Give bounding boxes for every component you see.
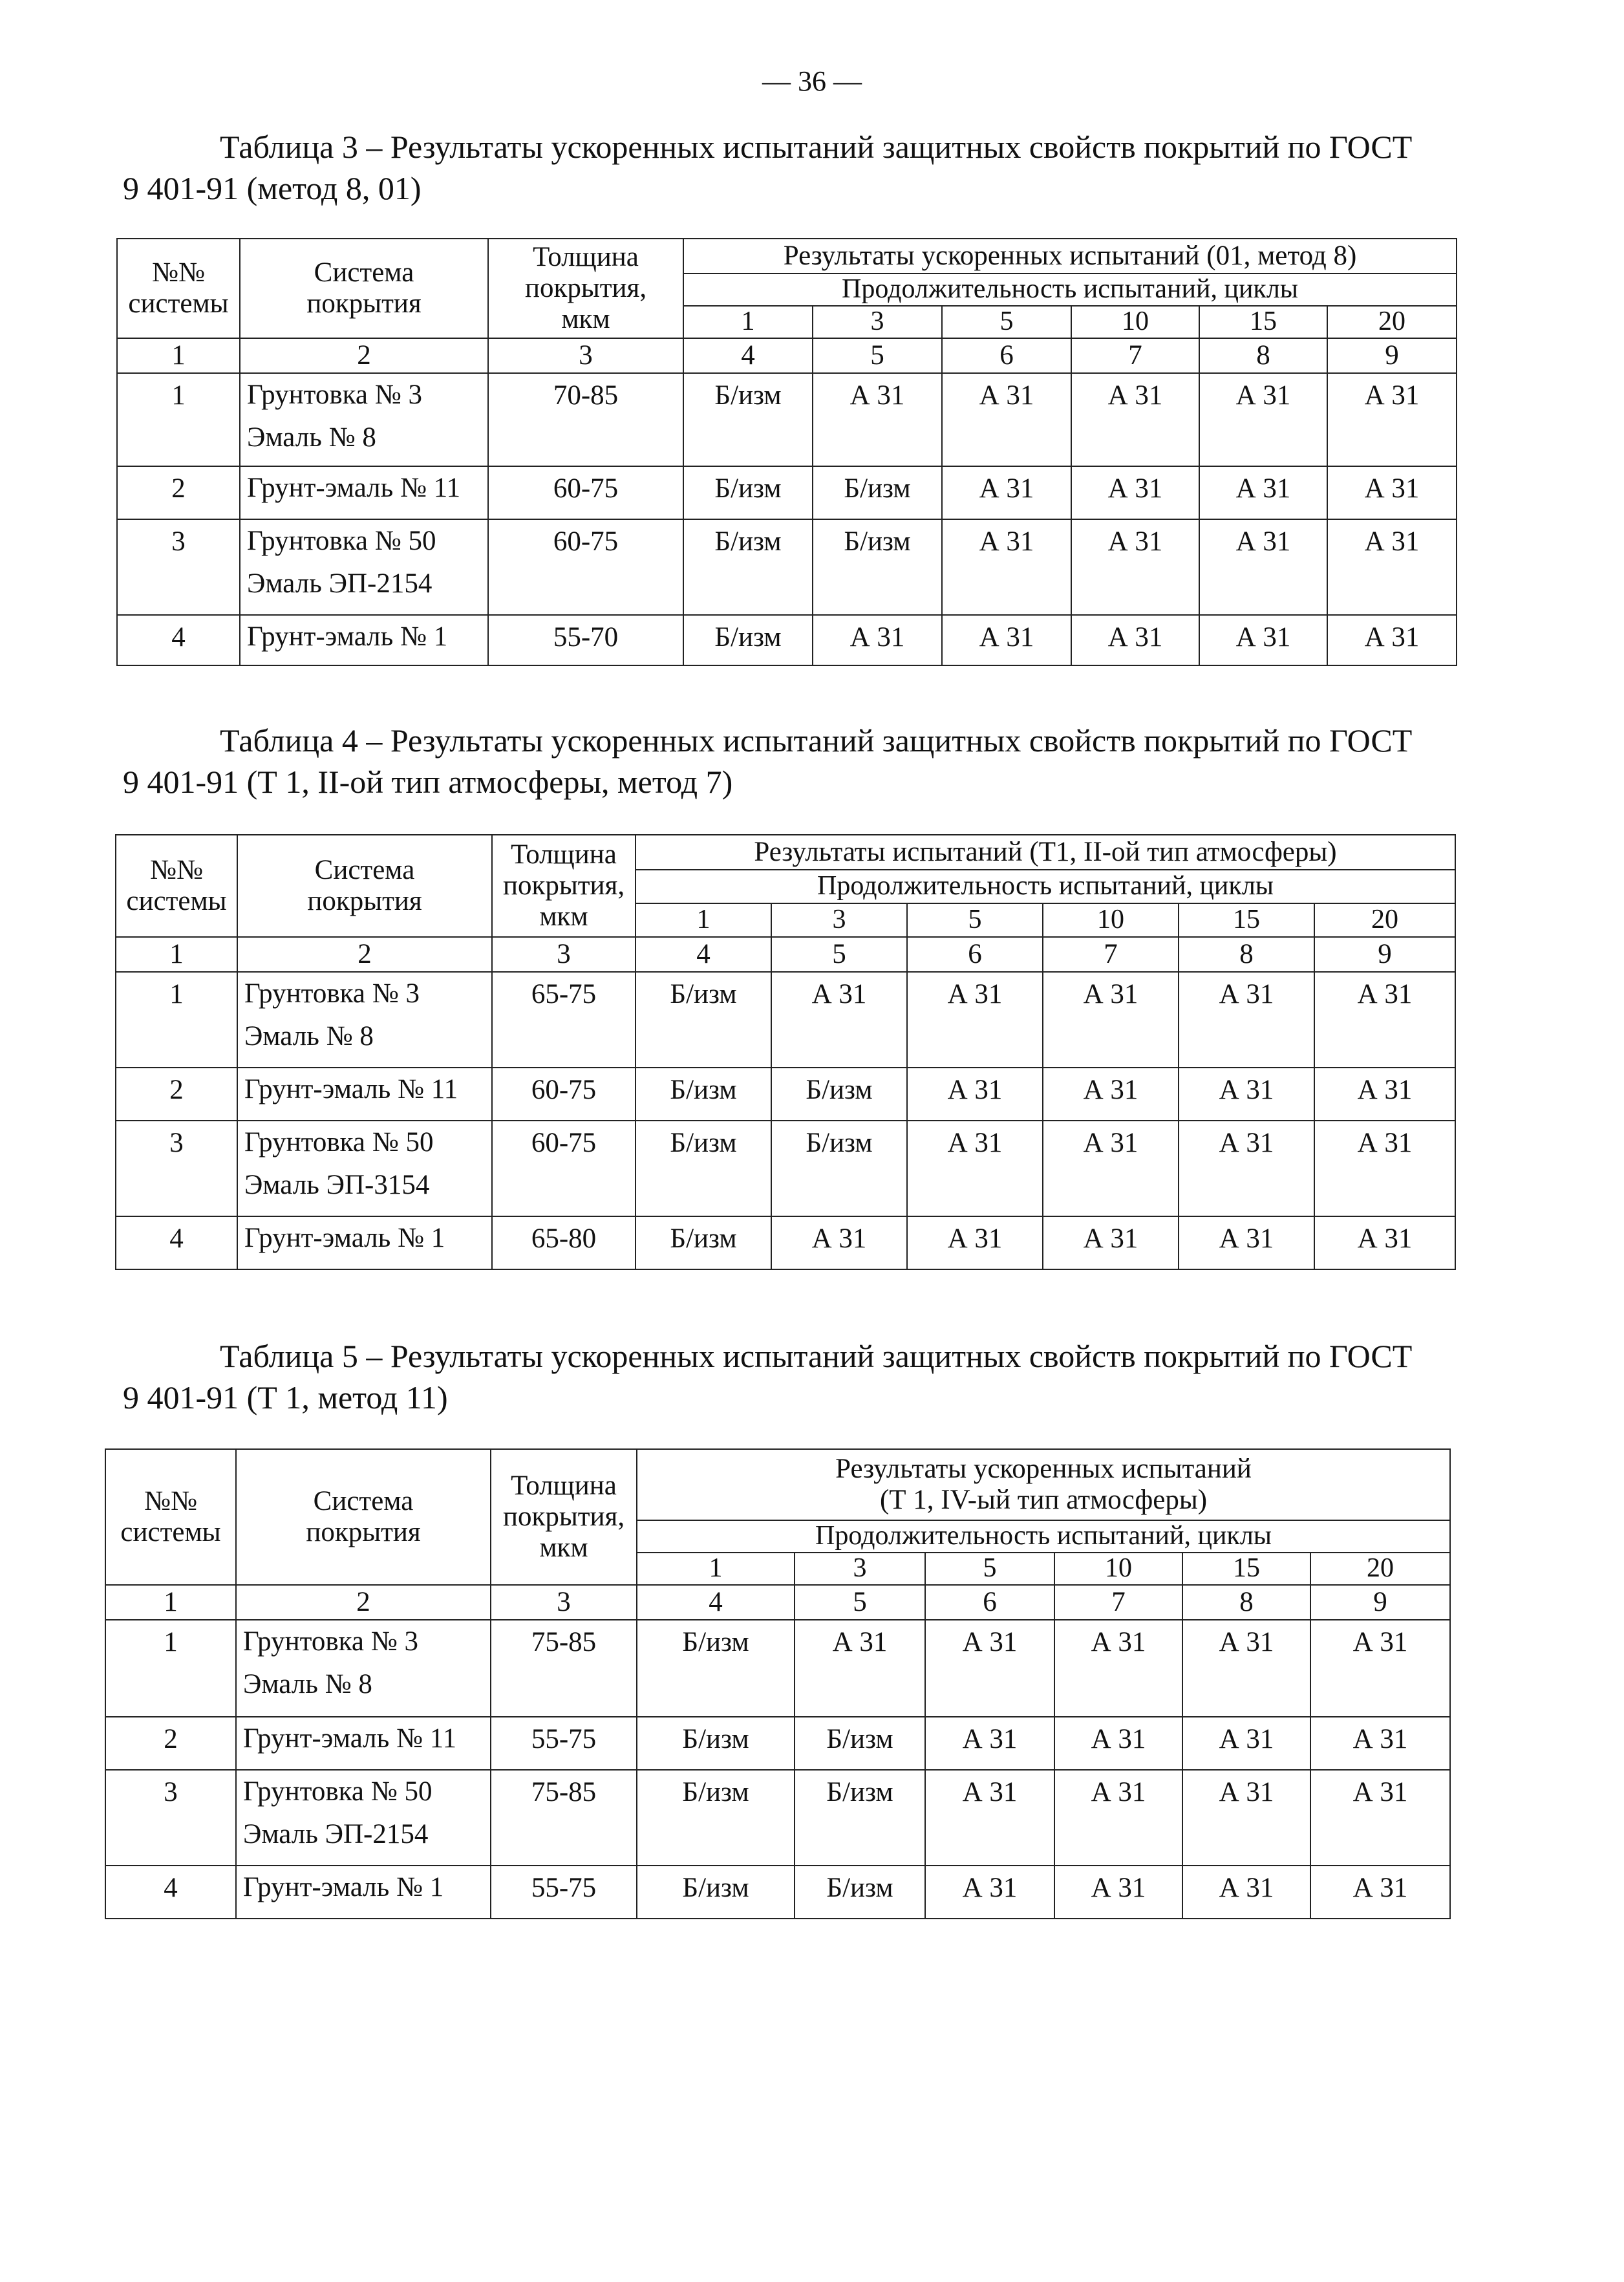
table-row: [117, 519, 1457, 615]
table-row: [105, 1770, 1450, 1866]
result-cell: А 31: [813, 615, 942, 665]
column-number: 5: [771, 937, 907, 972]
column-number: 9: [1327, 338, 1457, 373]
column-number: 2: [237, 937, 492, 972]
column-number: 2: [240, 338, 488, 373]
result-cell: А 31: [1071, 466, 1199, 519]
result-cell: А 31: [795, 1620, 925, 1717]
result-cell: А 31: [1327, 615, 1457, 665]
caption-line: 9 401-91 (метод 8, 01): [123, 170, 422, 206]
results-table: [105, 1448, 1451, 1919]
table-caption: [123, 126, 1455, 209]
result-cell: А 31: [1071, 373, 1199, 466]
result-cell: А 31: [1179, 1121, 1314, 1216]
header-cycle: 20: [1314, 903, 1455, 937]
thickness-value: 60-75: [488, 519, 683, 615]
header-cycle: 3: [795, 1553, 925, 1585]
thickness-value: 60-75: [488, 466, 683, 519]
thickness-value: 55-75: [491, 1717, 637, 1770]
result-cell: Б/изм: [637, 1620, 795, 1717]
column-number: 5: [795, 1585, 925, 1620]
result-cell: А 31: [1043, 1068, 1179, 1121]
system-number: 3: [117, 519, 240, 615]
header-cycle: 5: [942, 306, 1071, 338]
result-cell: А 31: [1182, 1866, 1310, 1919]
result-cell: Б/изм: [683, 466, 813, 519]
column-number: 7: [1071, 338, 1199, 373]
column-number: 1: [116, 937, 237, 972]
column-number: 9: [1314, 937, 1455, 972]
header-results: Результаты ускоренных испытаний (Т 1, IV-ый тип атмосферы): [637, 1449, 1450, 1520]
caption-line: 9 401-91 (Т 1, II-ой тип атмосферы, метод 7): [123, 764, 733, 800]
result-cell: А 31: [925, 1866, 1054, 1919]
column-number: 1: [105, 1585, 236, 1620]
table-caption: [123, 1335, 1455, 1418]
thickness-value: 60-75: [492, 1068, 636, 1121]
header-cycle: 5: [925, 1553, 1054, 1585]
table-row: [117, 615, 1457, 665]
header-system-number: №№ системы: [116, 835, 237, 937]
result-cell: А 31: [907, 1216, 1043, 1269]
column-numbering-row: [117, 338, 1457, 373]
result-cell: А 31: [1199, 466, 1327, 519]
result-cell: А 31: [1327, 519, 1457, 615]
table-row: [117, 466, 1457, 519]
column-number: 6: [925, 1585, 1054, 1620]
coating-system: Грунт-эмаль № 11: [237, 1068, 492, 1121]
result-cell: А 31: [1327, 373, 1457, 466]
coating-system: Грунт-эмаль № 1: [237, 1216, 492, 1269]
table-row: [116, 1216, 1455, 1269]
column-number: 5: [813, 338, 942, 373]
header-cycle: 10: [1043, 903, 1179, 937]
system-number: 1: [116, 972, 237, 1068]
column-number: 8: [1199, 338, 1327, 373]
header-thickness: Толщина покрытия, мкм: [488, 239, 683, 338]
table-row: [116, 972, 1455, 1068]
result-cell: А 31: [1327, 466, 1457, 519]
result-cell: А 31: [1043, 1216, 1179, 1269]
result-cell: А 31: [1182, 1620, 1310, 1717]
caption-line: Таблица 3 – Результаты ускоренных испытаний защитных свойств покрытий по ГОСТ: [220, 129, 1413, 165]
result-cell: А 31: [925, 1717, 1054, 1770]
column-number: 4: [637, 1585, 795, 1620]
result-cell: А 31: [1314, 1216, 1455, 1269]
thickness-value: 65-80: [492, 1216, 636, 1269]
system-number: 3: [105, 1770, 236, 1866]
column-number: 8: [1179, 937, 1314, 972]
result-cell: А 31: [1310, 1717, 1450, 1770]
header-cycle: 3: [771, 903, 907, 937]
caption-line: Таблица 5 – Результаты ускоренных испытаний защитных свойств покрытий по ГОСТ: [220, 1338, 1413, 1374]
result-cell: А 31: [907, 972, 1043, 1068]
header-cycle: 1: [683, 306, 813, 338]
result-cell: Б/изм: [795, 1866, 925, 1919]
result-cell: А 31: [1182, 1717, 1310, 1770]
system-number: 2: [117, 466, 240, 519]
header-cycle: 1: [636, 903, 771, 937]
column-number: 7: [1043, 937, 1179, 972]
header-results: Результаты испытаний (Т1, II-ой тип атмосферы): [636, 835, 1455, 870]
coating-system: Грунтовка № 3 Эмаль № 8: [236, 1620, 491, 1717]
table-row: [105, 1717, 1450, 1770]
result-cell: А 31: [1310, 1770, 1450, 1866]
result-cell: А 31: [1199, 615, 1327, 665]
header-cycle: 15: [1179, 903, 1314, 937]
header-duration: Продолжительность испытаний, циклы: [636, 870, 1455, 903]
result-cell: А 31: [1310, 1866, 1450, 1919]
header-system-number: №№ системы: [105, 1449, 236, 1585]
result-cell: Б/изм: [795, 1717, 925, 1770]
system-number: 2: [116, 1068, 237, 1121]
result-cell: А 31: [1179, 972, 1314, 1068]
results-table: [115, 834, 1456, 1270]
column-number: 3: [492, 937, 636, 972]
header-thickness: Толщина покрытия, мкм: [492, 835, 636, 937]
column-number: 9: [1310, 1585, 1450, 1620]
caption-line: 9 401-91 (Т 1, метод 11): [123, 1379, 448, 1415]
coating-system: Грунтовка № 50 Эмаль ЭП-3154: [237, 1121, 492, 1216]
result-cell: А 31: [907, 1068, 1043, 1121]
column-number: 6: [907, 937, 1043, 972]
coating-system: Грунтовка № 50 Эмаль ЭП-2154: [240, 519, 488, 615]
result-cell: Б/изм: [771, 1068, 907, 1121]
column-numbering-row: [105, 1585, 1450, 1620]
header-results: Результаты ускоренных испытаний (01, метод 8): [683, 239, 1457, 274]
column-number: 1: [117, 338, 240, 373]
result-cell: А 31: [942, 373, 1071, 466]
result-cell: Б/изм: [636, 1068, 771, 1121]
system-number: 1: [117, 373, 240, 466]
header-cycle: 3: [813, 306, 942, 338]
coating-system: Грунт-эмаль № 11: [236, 1717, 491, 1770]
result-cell: А 31: [925, 1620, 1054, 1717]
result-cell: А 31: [1054, 1717, 1182, 1770]
thickness-value: 55-75: [491, 1866, 637, 1919]
header-thickness: Толщина покрытия, мкм: [491, 1449, 637, 1585]
result-cell: А 31: [1199, 373, 1327, 466]
header-cycle: 20: [1327, 306, 1457, 338]
result-cell: А 31: [1043, 1121, 1179, 1216]
header-coating-system: Система покрытия: [236, 1449, 491, 1585]
result-cell: А 31: [1310, 1620, 1450, 1717]
system-number: 2: [105, 1717, 236, 1770]
result-cell: Б/изм: [636, 1216, 771, 1269]
table-row: [116, 1068, 1455, 1121]
system-number: 4: [117, 615, 240, 665]
result-cell: А 31: [1314, 972, 1455, 1068]
result-cell: Б/изм: [813, 519, 942, 615]
result-cell: А 31: [942, 615, 1071, 665]
result-cell: Б/изм: [636, 972, 771, 1068]
header-cycle: 15: [1199, 306, 1327, 338]
column-number: 8: [1182, 1585, 1310, 1620]
caption-line: Таблица 4 – Результаты ускоренных испытаний защитных свойств покрытий по ГОСТ: [220, 722, 1413, 759]
header-cycle: 15: [1182, 1553, 1310, 1585]
result-cell: А 31: [1179, 1216, 1314, 1269]
result-cell: А 31: [1043, 972, 1179, 1068]
result-cell: А 31: [1182, 1770, 1310, 1866]
header-coating-system: Система покрытия: [240, 239, 488, 338]
system-number: 4: [105, 1866, 236, 1919]
thickness-value: 70-85: [488, 373, 683, 466]
header-cycle: 5: [907, 903, 1043, 937]
header-cycle: 10: [1071, 306, 1199, 338]
result-cell: А 31: [925, 1770, 1054, 1866]
header-system-number: №№ системы: [117, 239, 240, 338]
coating-system: Грунт-эмаль № 11: [240, 466, 488, 519]
thickness-value: 65-75: [492, 972, 636, 1068]
header-coating-system: Система покрытия: [237, 835, 492, 937]
system-number: 4: [116, 1216, 237, 1269]
table-row: [105, 1620, 1450, 1717]
header-cycle: 10: [1054, 1553, 1182, 1585]
result-cell: Б/изм: [771, 1121, 907, 1216]
header-duration: Продолжительность испытаний, циклы: [637, 1520, 1450, 1553]
column-number: 4: [636, 937, 771, 972]
result-cell: А 31: [907, 1121, 1043, 1216]
result-cell: А 31: [1054, 1770, 1182, 1866]
result-cell: Б/изм: [683, 373, 813, 466]
result-cell: А 31: [1314, 1121, 1455, 1216]
thickness-value: 75-85: [491, 1620, 637, 1717]
column-number: 7: [1054, 1585, 1182, 1620]
result-cell: А 31: [1071, 519, 1199, 615]
system-number: 3: [116, 1121, 237, 1216]
table-row: [117, 373, 1457, 466]
table-row: [105, 1866, 1450, 1919]
header-duration: Продолжительность испытаний, циклы: [683, 274, 1457, 306]
thickness-value: 75-85: [491, 1770, 637, 1866]
result-cell: А 31: [1071, 615, 1199, 665]
result-cell: А 31: [942, 519, 1071, 615]
result-cell: А 31: [1199, 519, 1327, 615]
result-cell: А 31: [1179, 1068, 1314, 1121]
coating-system: Грунт-эмаль № 1: [236, 1866, 491, 1919]
thickness-value: 60-75: [492, 1121, 636, 1216]
result-cell: А 31: [771, 972, 907, 1068]
result-cell: Б/изм: [795, 1770, 925, 1866]
result-cell: Б/изм: [637, 1866, 795, 1919]
result-cell: Б/изм: [683, 519, 813, 615]
result-cell: А 31: [813, 373, 942, 466]
thickness-value: 55-70: [488, 615, 683, 665]
results-table: [116, 238, 1457, 666]
column-number: 3: [488, 338, 683, 373]
result-cell: А 31: [771, 1216, 907, 1269]
result-cell: А 31: [942, 466, 1071, 519]
coating-system: Грунтовка № 50 Эмаль ЭП-2154: [236, 1770, 491, 1866]
coating-system: Грунтовка № 3 Эмаль № 8: [240, 373, 488, 466]
result-cell: Б/изм: [683, 615, 813, 665]
table-row: [116, 1121, 1455, 1216]
column-number: 4: [683, 338, 813, 373]
result-cell: Б/изм: [637, 1770, 795, 1866]
column-number: 6: [942, 338, 1071, 373]
column-numbering-row: [116, 937, 1455, 972]
coating-system: Грунт-эмаль № 1: [240, 615, 488, 665]
result-cell: Б/изм: [636, 1121, 771, 1216]
header-cycle: 20: [1310, 1553, 1450, 1585]
result-cell: А 31: [1054, 1866, 1182, 1919]
result-cell: Б/изм: [813, 466, 942, 519]
column-number: 2: [236, 1585, 491, 1620]
table-caption: [123, 720, 1455, 802]
header-cycle: 1: [637, 1553, 795, 1585]
result-cell: А 31: [1054, 1620, 1182, 1717]
result-cell: Б/изм: [637, 1717, 795, 1770]
page-number: — 36 —: [762, 65, 862, 97]
result-cell: А 31: [1314, 1068, 1455, 1121]
column-number: 3: [491, 1585, 637, 1620]
system-number: 1: [105, 1620, 236, 1717]
coating-system: Грунтовка № 3 Эмаль № 8: [237, 972, 492, 1068]
